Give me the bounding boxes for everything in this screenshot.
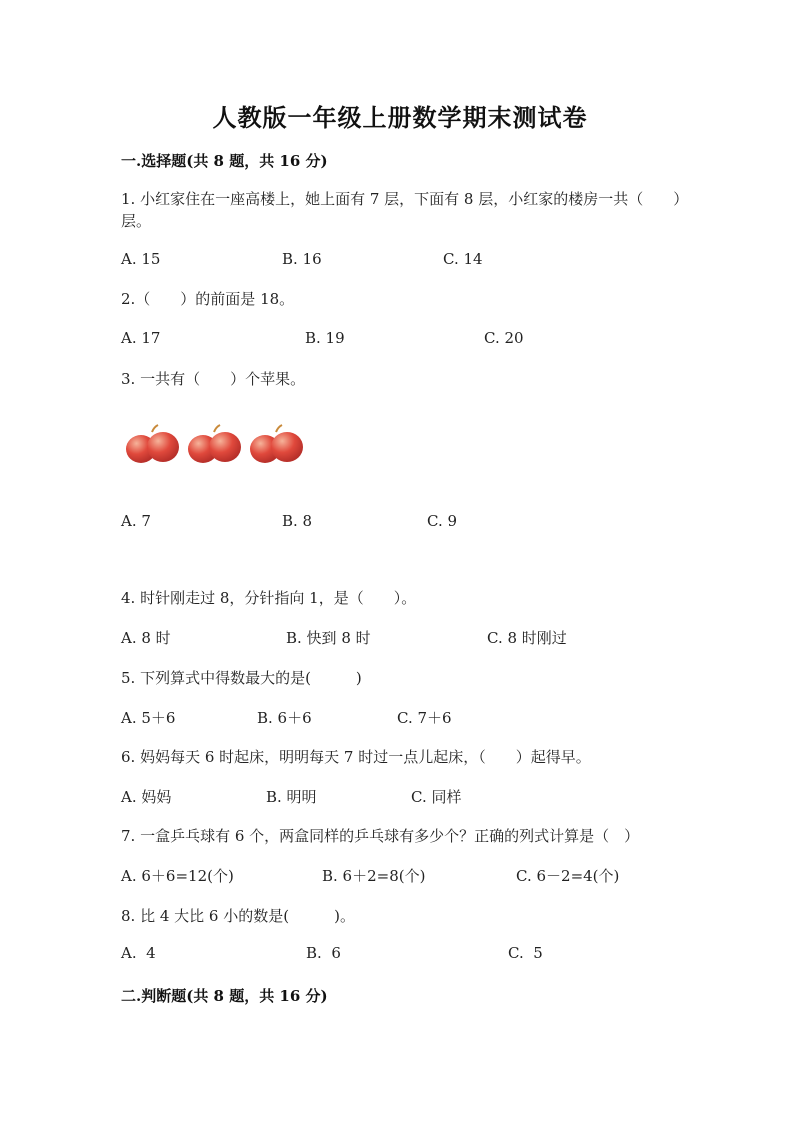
question-5-option-a[interactable]: A. 5＋6 xyxy=(121,709,176,727)
apple-group-2 xyxy=(188,425,241,463)
question-8-stem: 8. 比 4 大比 6 小的数是( )。 xyxy=(121,907,355,925)
question-1-stem: 1. 小红家住在一座高楼上，她上面有 7 层，下面有 8 层，小红家的楼房一共（ ）层。 xyxy=(121,190,681,230)
question-4-option-a[interactable]: A. 8 时 xyxy=(121,629,171,647)
question-1-option-a[interactable]: A. 15 xyxy=(121,250,161,268)
question-3-option-c[interactable]: C. 9 xyxy=(427,512,458,530)
apples-image xyxy=(123,422,307,468)
apple-group-3 xyxy=(250,425,303,463)
question-8-option-a[interactable]: A. 4 xyxy=(121,944,156,962)
question-6-option-b[interactable]: B. 明明 xyxy=(266,788,317,806)
question-2-option-a[interactable]: A. 17 xyxy=(121,329,161,347)
question-7-stem: 7. 一盒乒乓球有 6 个，两盒同样的乒乓球有多少个？正确的列式计算是（ ） xyxy=(121,827,640,845)
question-4-option-c[interactable]: C. 8 时刚过 xyxy=(487,629,567,647)
question-7-option-b[interactable]: B. 6＋2=8(个) xyxy=(322,867,426,885)
question-8-option-b[interactable]: B. 6 xyxy=(306,944,341,962)
section-heading-judgement: 二.判断题(共 8 题，共 16 分) xyxy=(121,987,328,1005)
question-2-option-b[interactable]: B. 19 xyxy=(305,329,345,347)
question-6-stem: 6. 妈妈每天 6 时起床，明明每天 7 时过一点儿起床，（ ）起得早。 xyxy=(121,748,591,766)
question-5-stem: 5. 下列算式中得数最大的是( ) xyxy=(121,669,362,687)
question-5-option-c[interactable]: C. 7＋6 xyxy=(397,709,452,727)
question-3-option-a[interactable]: A. 7 xyxy=(121,512,151,530)
question-2-stem: 2.（ ）的前面是 18。 xyxy=(121,290,295,308)
section-heading-choice: 一.选择题(共 8 题，共 16 分) xyxy=(121,152,328,170)
question-5-option-b[interactable]: B. 6＋6 xyxy=(257,709,312,727)
question-6-option-c[interactable]: C. 同样 xyxy=(411,788,462,806)
question-4-option-b[interactable]: B. 快到 8 时 xyxy=(286,629,371,647)
question-6-option-a[interactable]: A. 妈妈 xyxy=(121,788,172,806)
question-8-option-c[interactable]: C. 5 xyxy=(508,944,543,962)
question-7-option-c[interactable]: C. 6－2=4(个) xyxy=(516,867,620,885)
question-7-option-a[interactable]: A. 6＋6=12(个) xyxy=(121,867,234,885)
question-3-option-b[interactable]: B. 8 xyxy=(282,512,313,530)
page-title: 人教版一年级上册数学期末测试卷 xyxy=(212,103,588,132)
question-4-stem: 4. 时针刚走过 8，分针指向 1，是（ ）。 xyxy=(121,589,417,607)
question-3-stem: 3. 一共有（ ）个苹果。 xyxy=(121,370,306,388)
question-1-option-b[interactable]: B. 16 xyxy=(282,250,322,268)
apple-group-1 xyxy=(126,425,179,463)
question-1-option-c[interactable]: C. 14 xyxy=(443,250,483,268)
question-2-option-c[interactable]: C. 20 xyxy=(484,329,524,347)
